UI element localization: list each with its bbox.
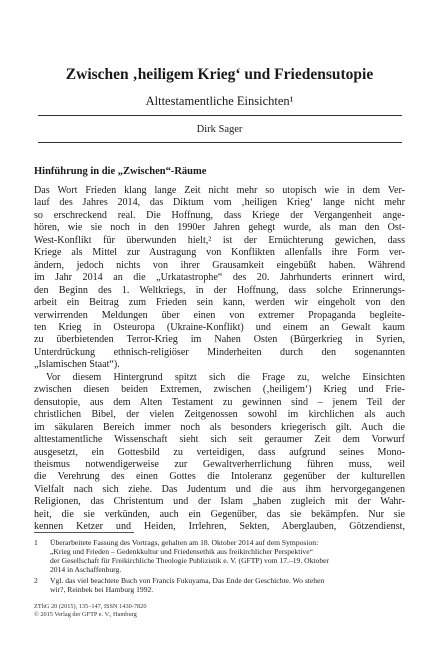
section-heading: Hinführung in die „Zwischen“-Räume: [34, 166, 207, 177]
footnote-2: [34, 576, 405, 594]
text-line: heit, die sie verkünden, auch ein Gegenüber, das sie bekämpfen. Nur sie: [34, 508, 405, 520]
text-line: densutopie, aus dem Alten Testament zu gewinnen sind – jenem Teil der: [34, 396, 405, 408]
text-line: Vor diesem Hintergrund spitzt sich die Frage zu, welche Einsichten: [46, 371, 405, 383]
footnotes: [34, 538, 405, 595]
text-line: im Jahr 2014 an die „Urkatastrophe“ des 20. Jahrhunderts erinnert wird,: [34, 272, 405, 284]
text-line: im säkularen Bereich immer noch als besonders kriegerisch gilt. Auch die: [34, 421, 405, 433]
imprint-journal: ZThG 20 (2015), 135–147, ISSN 1430-7820: [34, 603, 147, 610]
article-subtitle: Alttestamentliche Einsichten¹: [145, 94, 294, 108]
text-line: so erschreckend real. Die Hoffnung, dass Kriege der Vergangenheit ange-: [34, 209, 405, 221]
article-title: Zwischen ‚heiligem Krieg‘ und Friedensutopie: [65, 66, 374, 83]
text-line: Kriege als Mittel zur Austragung von Konflikten allenfalls ihre Form ver-: [34, 247, 405, 259]
text-line: christlichen Bibel, der vielen Zeitgenossen sowohl im kirchlichen als auch: [34, 409, 405, 421]
text-line: theismus notwendigerweise zur Gewaltverherrlichung führen muss, weil: [34, 458, 405, 470]
paragraph-2: [34, 372, 405, 534]
text-line: Unterdrückung ethnisch-religiöser Minderheiten durch den sogenannten: [34, 346, 405, 358]
text-line: verwirrenden Meldungen über einen von extremer Propaganda begleite-: [34, 309, 405, 321]
paragraph-1: [34, 185, 405, 372]
footnote-line: Vgl. das viel beachtete Buch von Francis Fukuyama, Das Ende der Geschichte. Wo stehen: [50, 576, 325, 586]
text-line: „Islamischen Staat“).: [34, 359, 120, 371]
text-line: arbeit ein Beitrag zum Frieden sein kann, werden wir eingeholt von den: [34, 297, 405, 309]
text-line: Vielfalt nach sich ziehe. Das Judentum und die aus ihm hervorgegangenen: [34, 483, 405, 495]
text-line: den Beginn des 1. Weltkriegs, in der Hoffnung, dass solche Erinnerungs-: [34, 284, 405, 296]
text-line: Religionen, das Christentum und der Islam „haben zugleich mit der Wahr-: [34, 496, 405, 508]
footnote-number: 2: [34, 576, 38, 586]
body-text: [34, 185, 405, 534]
text-line: alttestamentliche Wissenschaft sieht sich seit geraumer Zeit dem Vorwurf: [34, 434, 405, 446]
imprint: [34, 603, 146, 618]
footnote-divider: [34, 532, 134, 533]
footnote-line: 2014 in Aschaffenburg.: [50, 565, 122, 575]
footnote-1: [34, 538, 405, 574]
text-line: hören, wie sie noch in den 1990er Jahren gehegt wurde, als man den Ost-: [34, 222, 405, 234]
footnote-line: Überarbeitete Fassung des Vortrags, gehalten am 18. Oktober 2014 auf dem Symposion:: [50, 538, 319, 547]
text-line: lauf des Jahres 2014, das Diktum vom ‚heiligen Krieg‘ lange nicht mehr: [34, 197, 405, 209]
text-line: ausgesetzt, ein Gottesbild zu verteidigen, dass aufgrund seines Mono-: [34, 446, 405, 458]
divider-bottom: [38, 142, 402, 143]
author-name: Dirk Sager: [196, 124, 243, 135]
text-line: Das Wort Frieden klang lange Zeit nicht mehr so utopisch wie in dem Ver-: [34, 185, 405, 196]
divider-top: [38, 115, 402, 116]
text-line: ten Krieg in Osteuropa (Ukraine-Konflikt) und einem an Gewalt kaum: [34, 321, 405, 333]
footnote-number: 1: [34, 538, 38, 547]
text-line: West-Konflikt für überwunden hielt,² ist der Ernüchterung gewichen, dass: [34, 234, 405, 246]
text-line: zwischen diesen beiden Extremen, zwischen (‚heiligem‘) Krieg und Frie-: [34, 384, 405, 396]
text-line: kennen Ketzer und Heiden, Irrlehren, Sekten, Aberglauben, Götzendienst,: [34, 521, 405, 533]
text-line: die Verehrung des einen Gottes die Intoleranz gegenüber der kulturellen: [34, 471, 405, 483]
text-line: ändern, jedoch nichts von ihrer Grausamkeit eingebüßt haben. Während: [34, 259, 405, 271]
footnote-line: der Gesellschaft für Freikirchliche Theologie Publizistik e. V. (GFTP) vom 17.–19. Oktober: [50, 556, 330, 566]
footnote-line: wir?, Reinbek bei Hamburg 1992.: [50, 585, 154, 595]
text-line: zu überbietenden Terror-Krieg im Nahen Osten (Bürgerkrieg in Syrien,: [34, 334, 405, 346]
footnote-line: „Krieg und Frieden – Gedenkkultur und Friedensethik aus freikirchlicher Perspektive“: [50, 547, 313, 557]
imprint-copyright: © 2015 Verlag der GFTP e. V., Hamburg: [34, 610, 137, 618]
